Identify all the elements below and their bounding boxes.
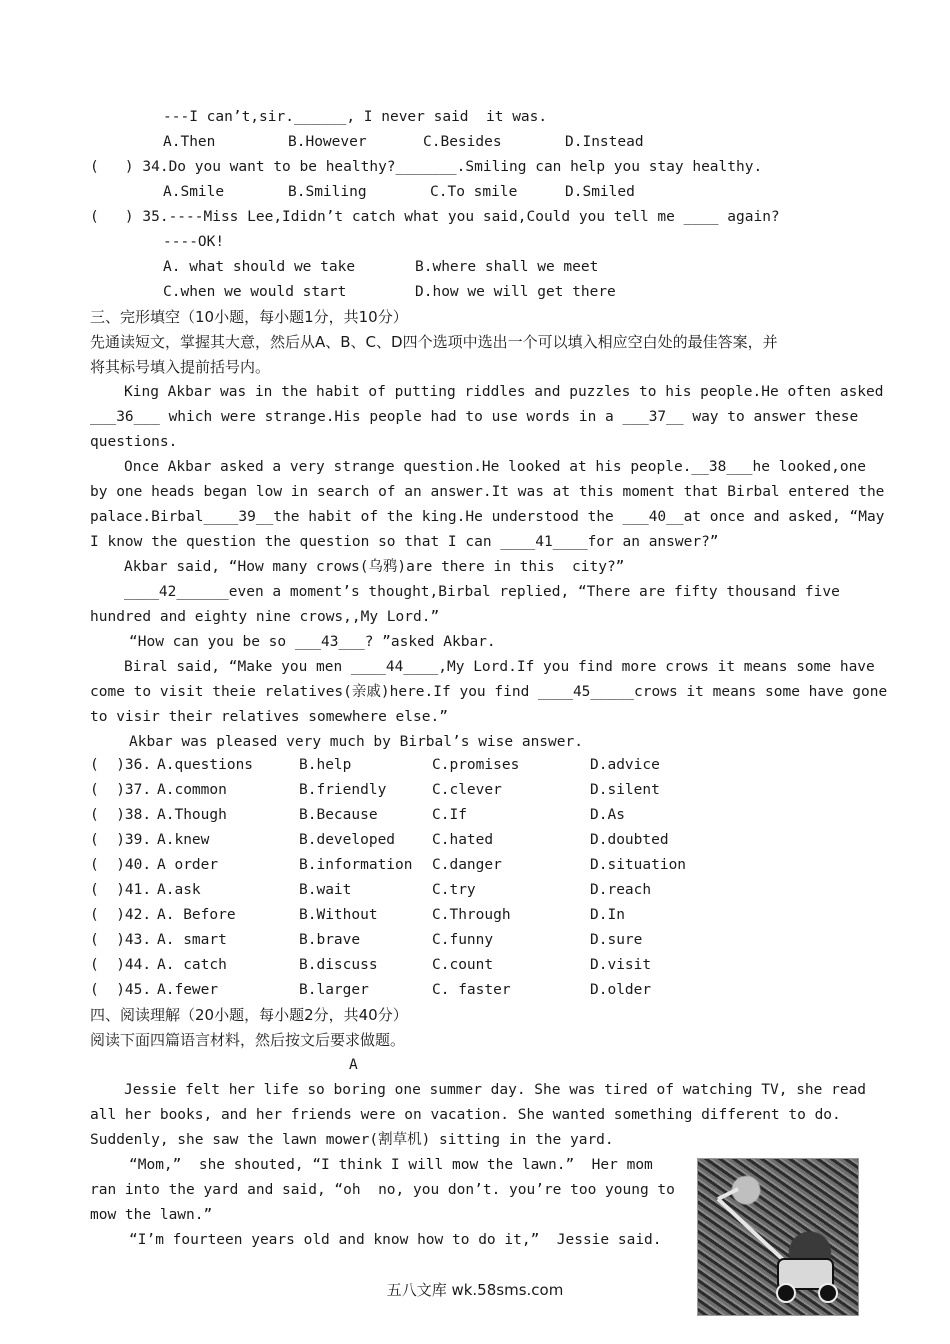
- cloze-option-a: A order: [157, 857, 219, 873]
- cloze-question-row: [90, 828, 858, 853]
- q33-option-d: D.Instead: [565, 134, 644, 150]
- cloze-question-row: [90, 928, 858, 953]
- cloze-option-b: B.information: [299, 857, 413, 873]
- passage-p3-line1: Akbar said, “How many crows(乌鸦)are there in this city?”: [124, 559, 625, 575]
- cloze-question-number: ( )44.: [90, 957, 152, 973]
- q33-option-b: B.However: [288, 134, 367, 150]
- q35-reply: ----OK!: [163, 234, 225, 250]
- q34-option-a: A.Smile: [163, 184, 225, 200]
- cloze-option-b: B.brave: [299, 932, 361, 948]
- cloze-option-d: D.doubted: [590, 832, 669, 848]
- cloze-option-c: C.promises: [432, 757, 520, 773]
- cloze-question-number: ( )36.: [90, 757, 152, 773]
- cloze-option-b: B.developed: [299, 832, 396, 848]
- cloze-option-a: A.questions: [157, 757, 254, 773]
- q35-option-a: A. what should we take: [163, 259, 356, 275]
- passage-p4-line2: hundred and eighty nine crows,,My Lord.”: [90, 609, 440, 625]
- passage-p6-line1: Biral said, “Make you men ____44____,My Lord.If you find more crows it means some have: [124, 659, 875, 675]
- q35-question: ( ) 35.----Miss Lee,Ididn’t catch what you said,Could you tell me ____ again?: [90, 209, 780, 225]
- reading-a-line5: ran into the yard and said, “oh no, you don’t. you’re too young to: [90, 1182, 675, 1198]
- q34-option-d: D.Smiled: [565, 184, 635, 200]
- passage-p2-line4: I know the question the question so that I can ____41____for an answer?”: [90, 534, 719, 550]
- q35-option-b: B.where shall we meet: [415, 259, 599, 275]
- passage-p2-line2: by one heads began low in search of an answer.It was at this moment that Birbal entered the: [90, 484, 885, 500]
- passage-p6-line3: to visir their relatives somewhere else.”: [90, 709, 448, 725]
- cloze-option-b: B.Without: [299, 907, 378, 923]
- cloze-option-c: C.Through: [432, 907, 511, 923]
- q34-options: [163, 180, 858, 205]
- q35-option-d: D.how we will get there: [415, 284, 616, 300]
- cloze-question-number: ( )40.: [90, 857, 152, 873]
- cloze-option-c: C.If: [432, 807, 467, 823]
- cloze-question-row: [90, 903, 858, 928]
- passage-p5-line1: “How can you be so ___43___? ”asked Akbar.: [129, 634, 496, 650]
- cloze-option-a: A.fewer: [157, 982, 219, 998]
- passage-p2-line1: Once Akbar asked a very strange question.He looked at his people.__38___he looked,one: [124, 459, 867, 475]
- reading-a-line6: mow the lawn.”: [90, 1207, 213, 1223]
- footer-watermark: 五八文库 wk.58sms.com: [386, 1281, 564, 1299]
- section3-heading: 三、完形填空（10小题，每小题1分，共10分）: [90, 308, 408, 326]
- reading-a-line3: Suddenly, she saw the lawn mower(割草机) sitting in the yard.: [90, 1132, 614, 1148]
- cloze-option-a: A.common: [157, 782, 227, 798]
- reading-a-line4: “Mom,” she shouted, “I think I will mow the lawn.” Her mom: [129, 1157, 653, 1173]
- q34-option-c: C.To smile: [430, 184, 518, 200]
- cloze-option-c: C.funny: [432, 932, 494, 948]
- passage-p2-line3: palace.Birbal____39__the habit of the king.He understood the ___40__at once and asked, “May: [90, 509, 885, 525]
- cloze-question-row: [90, 778, 858, 803]
- q33-line: ---I can’t,sir.______, I never said it was.: [163, 109, 548, 125]
- cloze-option-c: C.danger: [432, 857, 502, 873]
- cloze-option-d: D.older: [590, 982, 652, 998]
- cloze-option-d: D.reach: [590, 882, 652, 898]
- q35-option-c: C.when we would start: [163, 284, 347, 300]
- section4-heading: 四、阅读理解（20小题，每小题2分，共40分）: [90, 1006, 408, 1024]
- cloze-option-b: B.discuss: [299, 957, 378, 973]
- cloze-option-b: B.help: [299, 757, 352, 773]
- cloze-option-c: C.count: [432, 957, 494, 973]
- cloze-option-c: C.try: [432, 882, 476, 898]
- q34-option-b: B.Smiling: [288, 184, 367, 200]
- cloze-option-d: D.advice: [590, 757, 660, 773]
- passage-p4-line1: ____42______even a moment’s thought,Birbal replied, “There are fifty thousand five: [124, 584, 840, 600]
- cloze-question-number: ( )37.: [90, 782, 152, 798]
- cloze-option-b: B.wait: [299, 882, 352, 898]
- passage-p1-line2: ___36___ which were strange.His people had to use words in a ___37__ way to answer these: [90, 409, 859, 425]
- section4-instruction: 阅读下面四篇语言材料，然后按文后要求做题。: [90, 1031, 406, 1049]
- cloze-question-row: [90, 878, 858, 903]
- q35-options-row1: [163, 255, 858, 280]
- cloze-question-row: [90, 978, 858, 1003]
- cloze-question-number: ( )42.: [90, 907, 152, 923]
- passage-p6-line2: come to visit theie relatives(亲戚)here.If you find ____45_____crows it means some have gone: [90, 684, 888, 700]
- cloze-option-b: B.larger: [299, 982, 369, 998]
- cloze-option-c: C.clever: [432, 782, 502, 798]
- cloze-question-number: ( )38.: [90, 807, 152, 823]
- cloze-question-number: ( )45.: [90, 982, 152, 998]
- q35-options-row2: [163, 280, 858, 305]
- reading-a-line1: Jessie felt her life so boring one summer day. She was tired of watching TV, she read: [124, 1082, 867, 1098]
- q33-options: [163, 130, 858, 155]
- cloze-option-d: D.In: [590, 907, 625, 923]
- q34-question: ( ) 34.Do you want to be healthy?_______.Smiling can help you stay healthy.: [90, 159, 763, 175]
- cloze-option-c: C.hated: [432, 832, 494, 848]
- cloze-question-row: [90, 853, 858, 878]
- cloze-option-a: A.knew: [157, 832, 210, 848]
- cloze-question-number: ( )43.: [90, 932, 152, 948]
- cloze-option-d: D.sure: [590, 932, 643, 948]
- cloze-option-d: D.As: [590, 807, 625, 823]
- cloze-option-a: A. catch: [157, 957, 227, 973]
- passage-p1-line3: questions.: [90, 434, 178, 450]
- cloze-question-number: ( )39.: [90, 832, 152, 848]
- passage-label: A: [349, 1057, 358, 1073]
- cloze-option-a: A.ask: [157, 882, 201, 898]
- cloze-option-d: D.situation: [590, 857, 687, 873]
- passage-p1-line1: King Akbar was in the habit of putting riddles and puzzles to his people.He often asked: [124, 384, 884, 400]
- cloze-question-row: [90, 753, 858, 778]
- cloze-option-a: A. Before: [157, 907, 236, 923]
- cloze-option-a: A. smart: [157, 932, 227, 948]
- cloze-option-d: D.silent: [590, 782, 660, 798]
- cloze-option-b: B.friendly: [299, 782, 387, 798]
- cloze-option-a: A.Though: [157, 807, 227, 823]
- reading-a-line7: “I’m fourteen years old and know how to do it,” Jessie said.: [129, 1232, 662, 1248]
- cloze-option-d: D.visit: [590, 957, 652, 973]
- section3-instruction-line1: 先通读短文，掌握其大意，然后从A、B、C、D四个选项中选出一个可以填入相应空白处的最佳答案，并: [90, 333, 778, 351]
- cloze-option-c: C. faster: [432, 982, 511, 998]
- reading-a-line2: all her books, and her friends were on vacation. She wanted something different to do.: [90, 1107, 841, 1123]
- passage-p7-line1: Akbar was pleased very much by Birbal’s wise answer.: [129, 734, 583, 750]
- cloze-option-b: B.Because: [299, 807, 378, 823]
- q33-option-a: A.Then: [163, 134, 216, 150]
- q33-option-c: C.Besides: [423, 134, 502, 150]
- cloze-question-row: [90, 953, 858, 978]
- cloze-question-row: [90, 803, 858, 828]
- section3-instruction-line2: 将其标号填入提前括号内。: [90, 358, 271, 376]
- cloze-question-number: ( )41.: [90, 882, 152, 898]
